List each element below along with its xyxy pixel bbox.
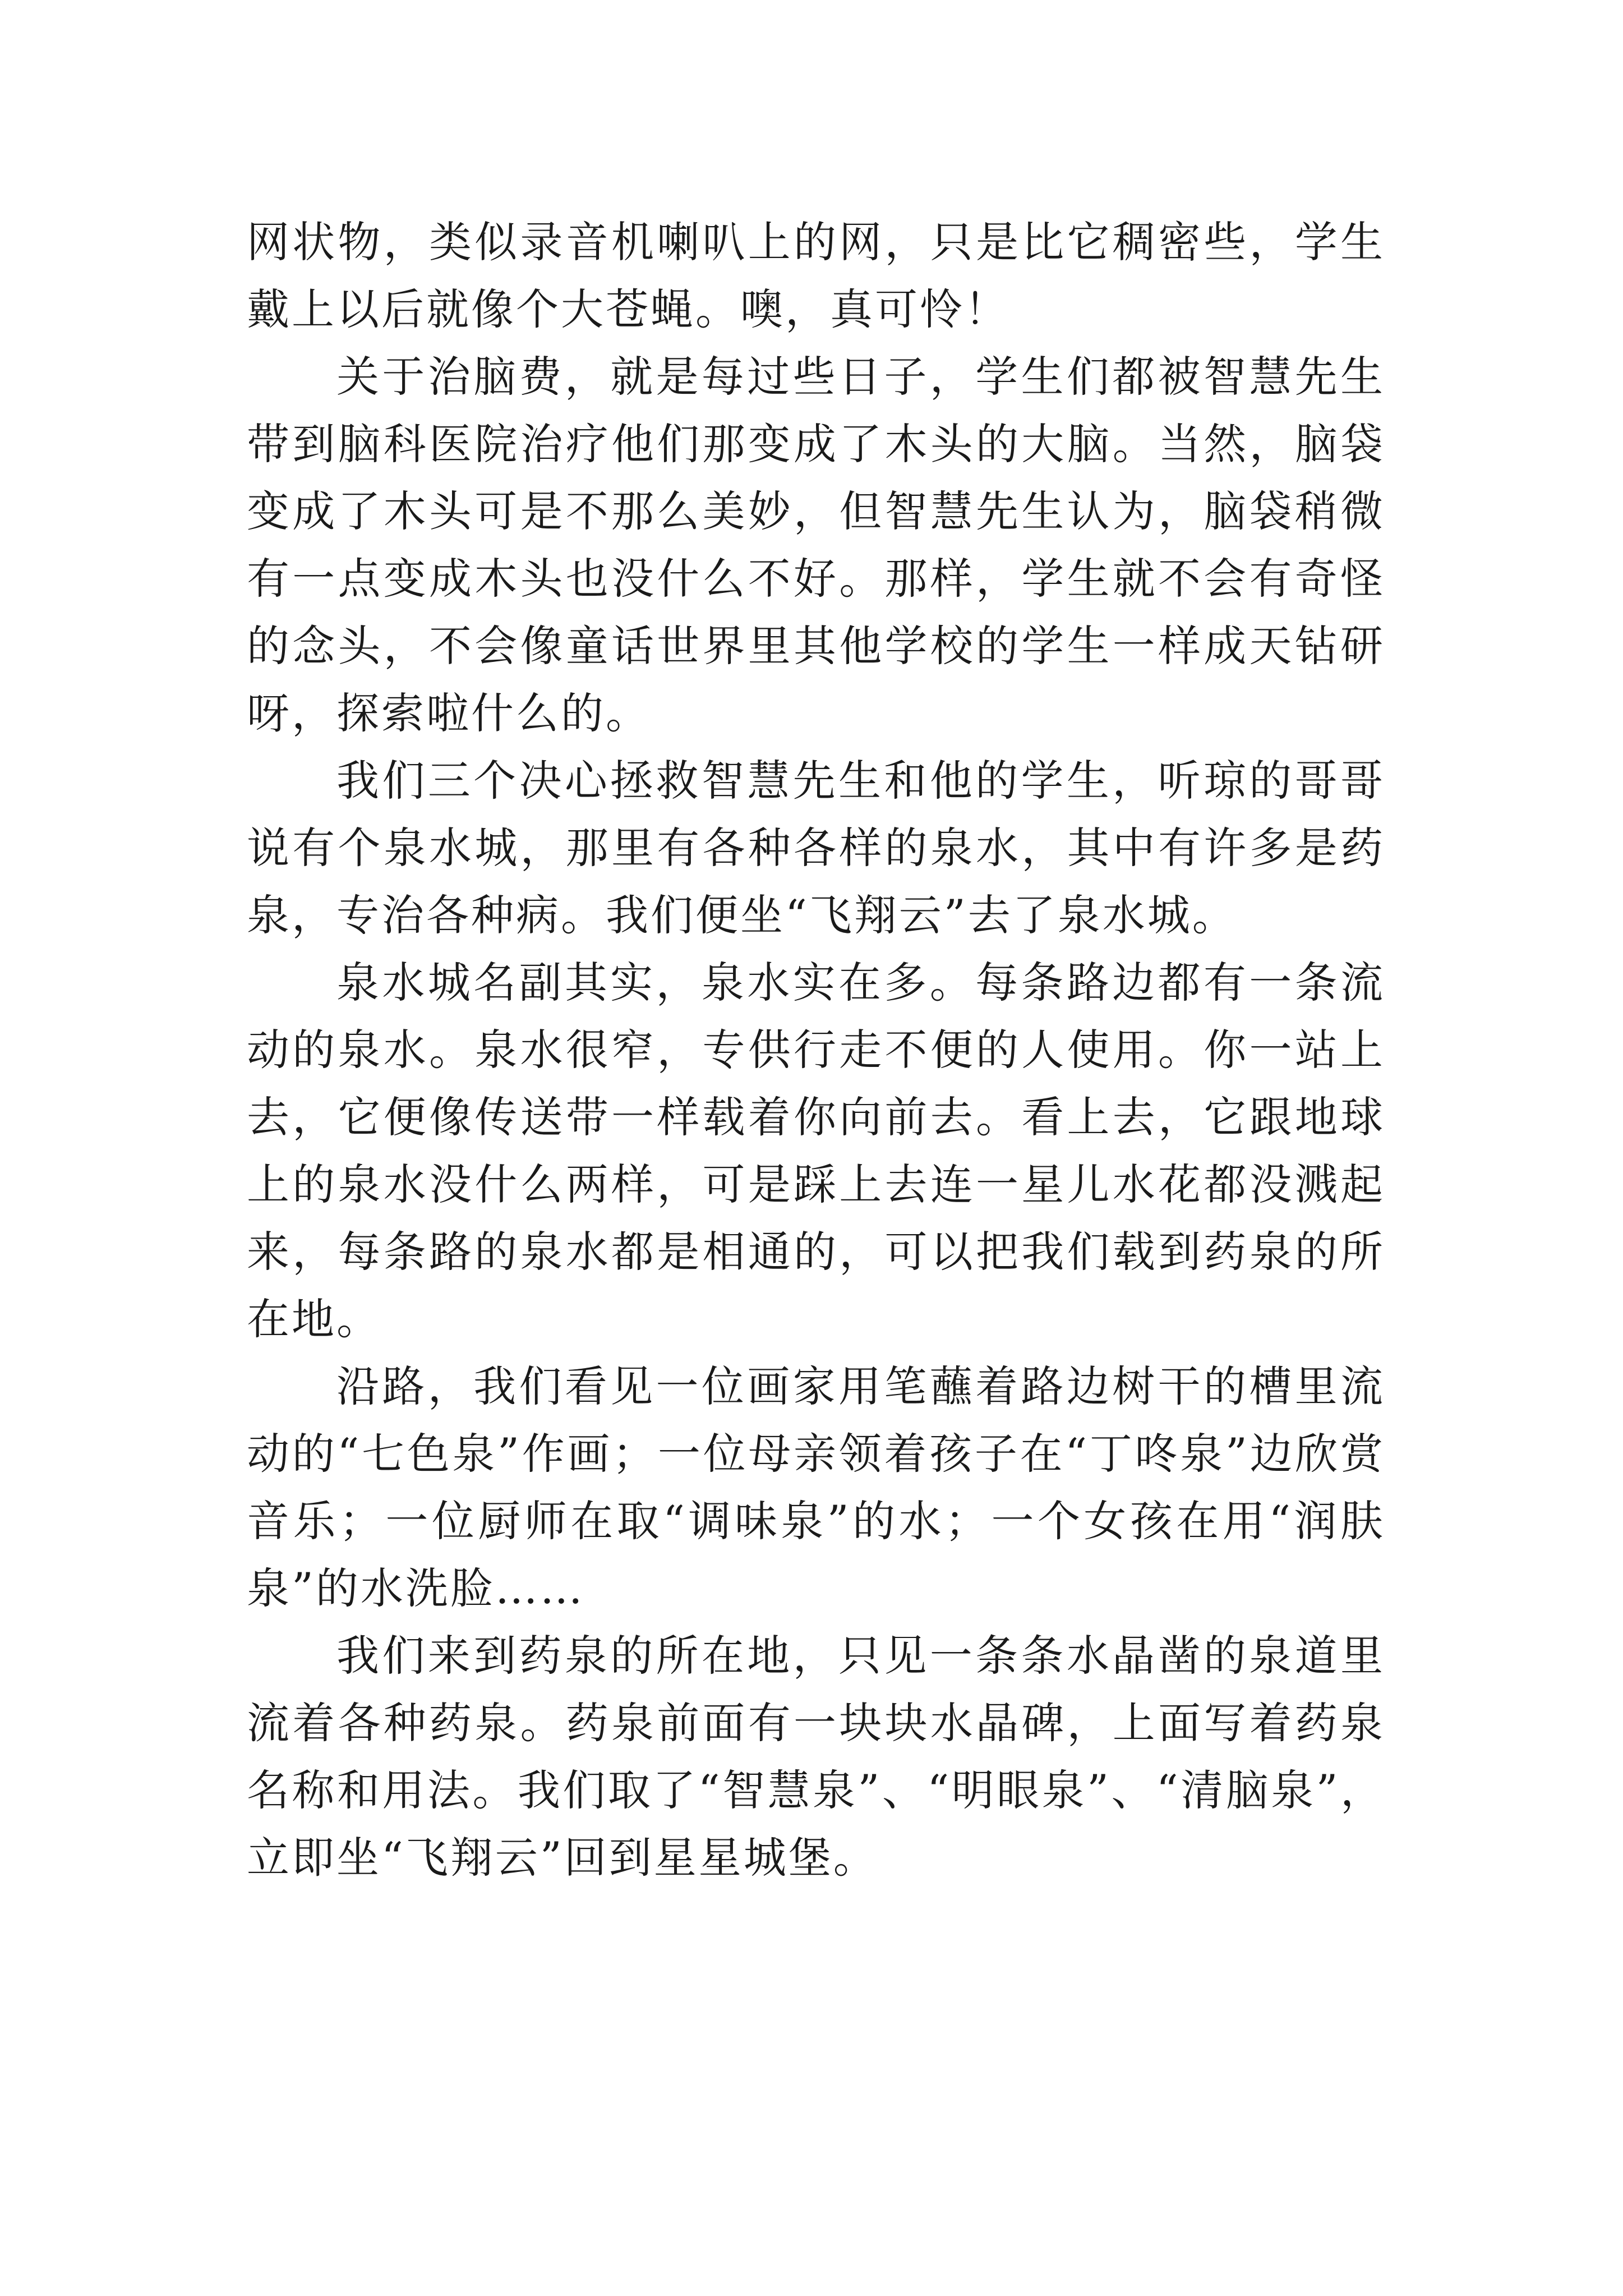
- paragraph-brain-treatment: 关于治脑费，就是每过些日子，学生们都被智慧先生带到脑科医院治疗他们那变成了木头的大脑。当然，脑袋变成了木头可是不那么美妙，但智慧先生认为，脑袋稍微有一点变成木头也没什么不好。那样，学生就不会有奇怪的念头，不会像童话世界里其他学校的学生一样成天钻研呀，探索啦什么的。: [247, 352, 1385, 738]
- paragraph-medicinal-springs: 我们来到药泉的所在地，只见一条条水晶凿的泉道里流着各种药泉。药泉前面有一块块水晶碑，上面写着药泉名称和用法。我们取了“智慧泉”、“明眼泉”、“清脑泉”，立即坐“飞翔云”回到星星城堡。: [247, 1631, 1385, 1883]
- paragraph-continuation: 网状物，类似录音机喇叭上的网，只是比它稠密些，学生戴上以后就像个大苍蝇。噢，真可怜！: [247, 217, 1385, 334]
- paragraph-spring-city: 泉水城名副其实，泉水实在多。每条路边都有一条流动的泉水。泉水很窄，专供行走不便的人使用。你一站上去，它便像传送带一样载着你向前去。看上去，它跟地球上的泉水没什么两样，可是踩上去连一星儿水花都没溅起来，每条路的泉水都是相通的，可以把我们载到药泉的所在地。: [247, 958, 1385, 1344]
- document-body: [247, 209, 1385, 1892]
- paragraph-along-the-road: 沿路，我们看见一位画家用笔蘸着路边树干的槽里流动的“七色泉”作画；一位母亲领着孩子在“丁咚泉”边欣赏音乐；一位厨师在取“调味泉”的水；一个女孩在用“润肤泉”的水洗脸……: [247, 1361, 1385, 1613]
- paragraph-rescue-plan: 我们三个决心拯救智慧先生和他的学生，听琼的哥哥说有个泉水城，那里有各种各样的泉水，其中有许多是药泉，专治各种病。我们便坐“飞翔云”去了泉水城。: [247, 756, 1385, 940]
